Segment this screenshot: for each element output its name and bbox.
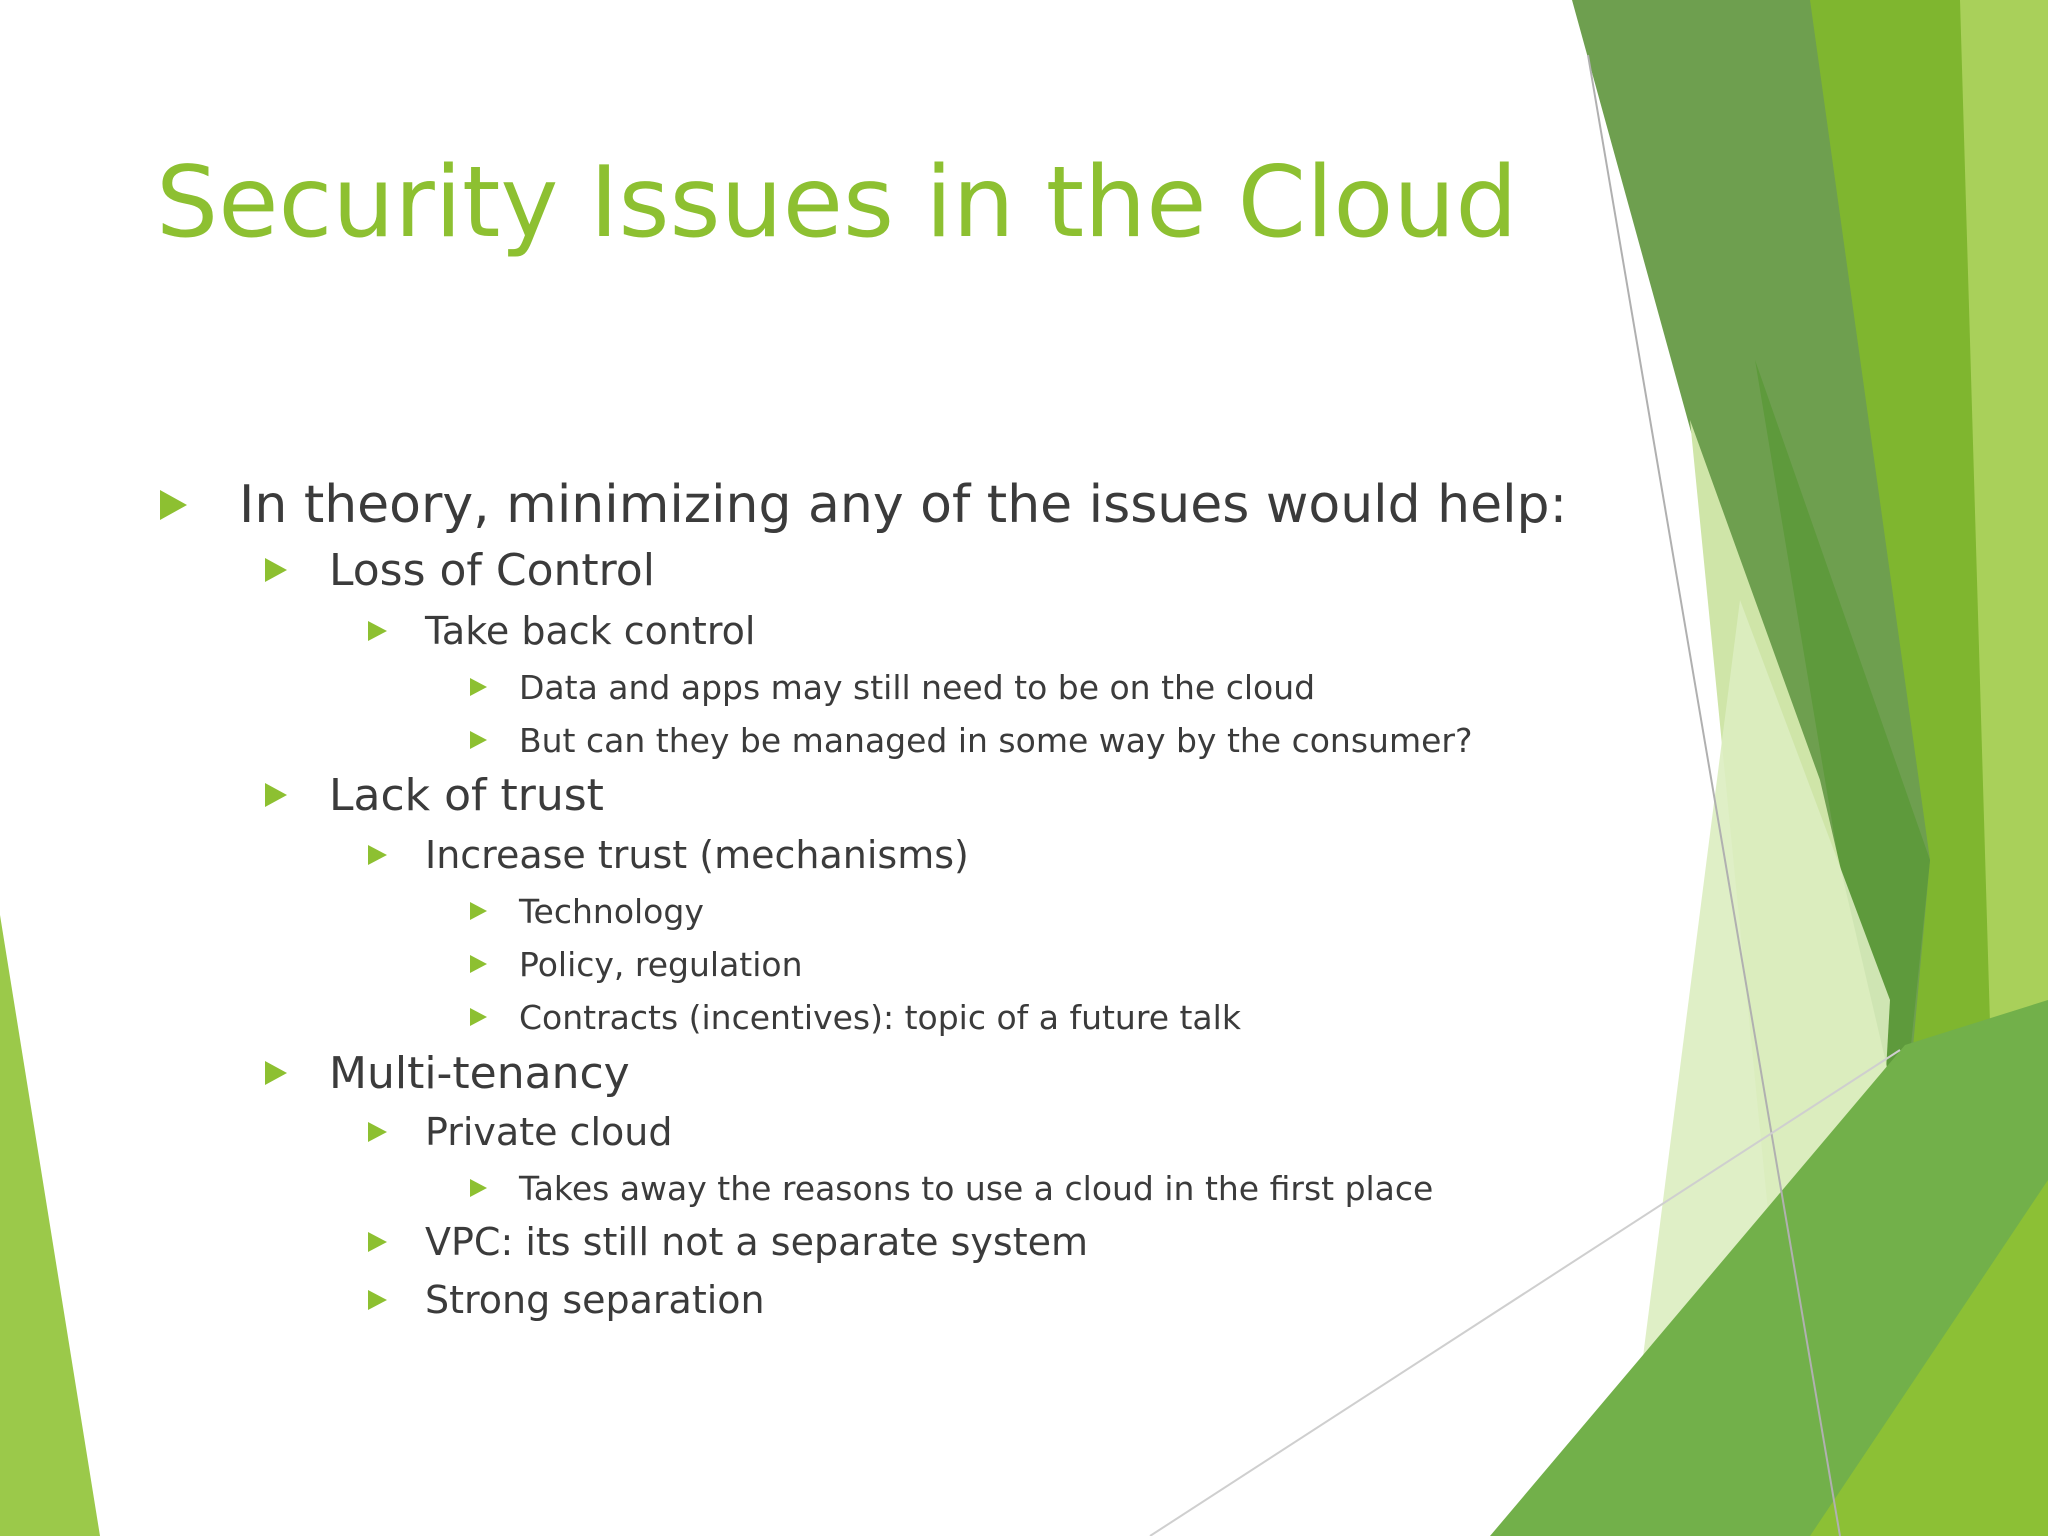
- bullet-text: Policy, regulation: [519, 944, 803, 984]
- bullet-level-2: [265, 540, 655, 600]
- bullet-text: In theory, minimizing any of the issues would help:: [239, 475, 1568, 535]
- bullet-level-1: [160, 470, 1567, 540]
- bullet-level-3: [368, 1273, 765, 1327]
- bullet-text: Increase trust (mechanisms): [425, 833, 969, 877]
- bullet-text: Data and apps may still need to be on the cloud: [519, 667, 1316, 707]
- triangle-bullet-icon: [160, 490, 187, 520]
- bullet-level-4: [470, 888, 704, 934]
- triangle-bullet-icon: [368, 1232, 387, 1252]
- triangle-bullet-icon: [265, 783, 287, 807]
- bullet-text: Lack of trust: [329, 769, 604, 821]
- triangle-bullet-icon: [368, 621, 387, 641]
- triangle-bullet-icon: [470, 955, 487, 973]
- bullet-level-3: [368, 1105, 672, 1159]
- bullet-text: Multi-tenancy: [329, 1047, 630, 1099]
- triangle-bullet-icon: [470, 731, 487, 749]
- bullet-level-2: [265, 1043, 630, 1103]
- bullet-level-4: [470, 1165, 1433, 1211]
- bullet-text: Private cloud: [425, 1110, 673, 1154]
- bullet-text: But can they be managed in some way by the consumer?: [519, 720, 1473, 760]
- bullet-text: Contracts (incentives): topic of a future talk: [519, 997, 1241, 1037]
- triangle-bullet-icon: [470, 1179, 487, 1197]
- bullet-text: Takes away the reasons to use a cloud in the first place: [519, 1168, 1434, 1208]
- bullet-text: Technology: [519, 891, 704, 931]
- bullet-level-3: [368, 604, 755, 658]
- bullet-level-4: [470, 941, 803, 987]
- bullet-level-2: [265, 765, 604, 825]
- triangle-bullet-icon: [470, 1008, 487, 1026]
- bullet-level-3: [368, 1215, 1088, 1269]
- bullet-text: Take back control: [425, 609, 756, 653]
- bullet-text: VPC: its still not a separate system: [425, 1220, 1089, 1264]
- triangle-bullet-icon: [265, 558, 287, 582]
- bullet-text: Strong separation: [425, 1278, 765, 1322]
- triangle-bullet-icon: [265, 1061, 287, 1085]
- slide-title: Security Issues in the Cloud: [156, 146, 1518, 260]
- triangle-bullet-icon: [368, 1122, 387, 1142]
- triangle-bullet-icon: [470, 678, 487, 696]
- bullet-level-3: [368, 828, 969, 882]
- triangle-bullet-icon: [368, 1290, 387, 1310]
- bullet-level-4: [470, 664, 1315, 710]
- bullet-text: Loss of Control: [329, 544, 655, 596]
- triangle-bullet-icon: [368, 845, 387, 865]
- triangle-bullet-icon: [470, 902, 487, 920]
- bullet-level-4: [470, 994, 1241, 1040]
- bullet-level-4: [470, 717, 1473, 763]
